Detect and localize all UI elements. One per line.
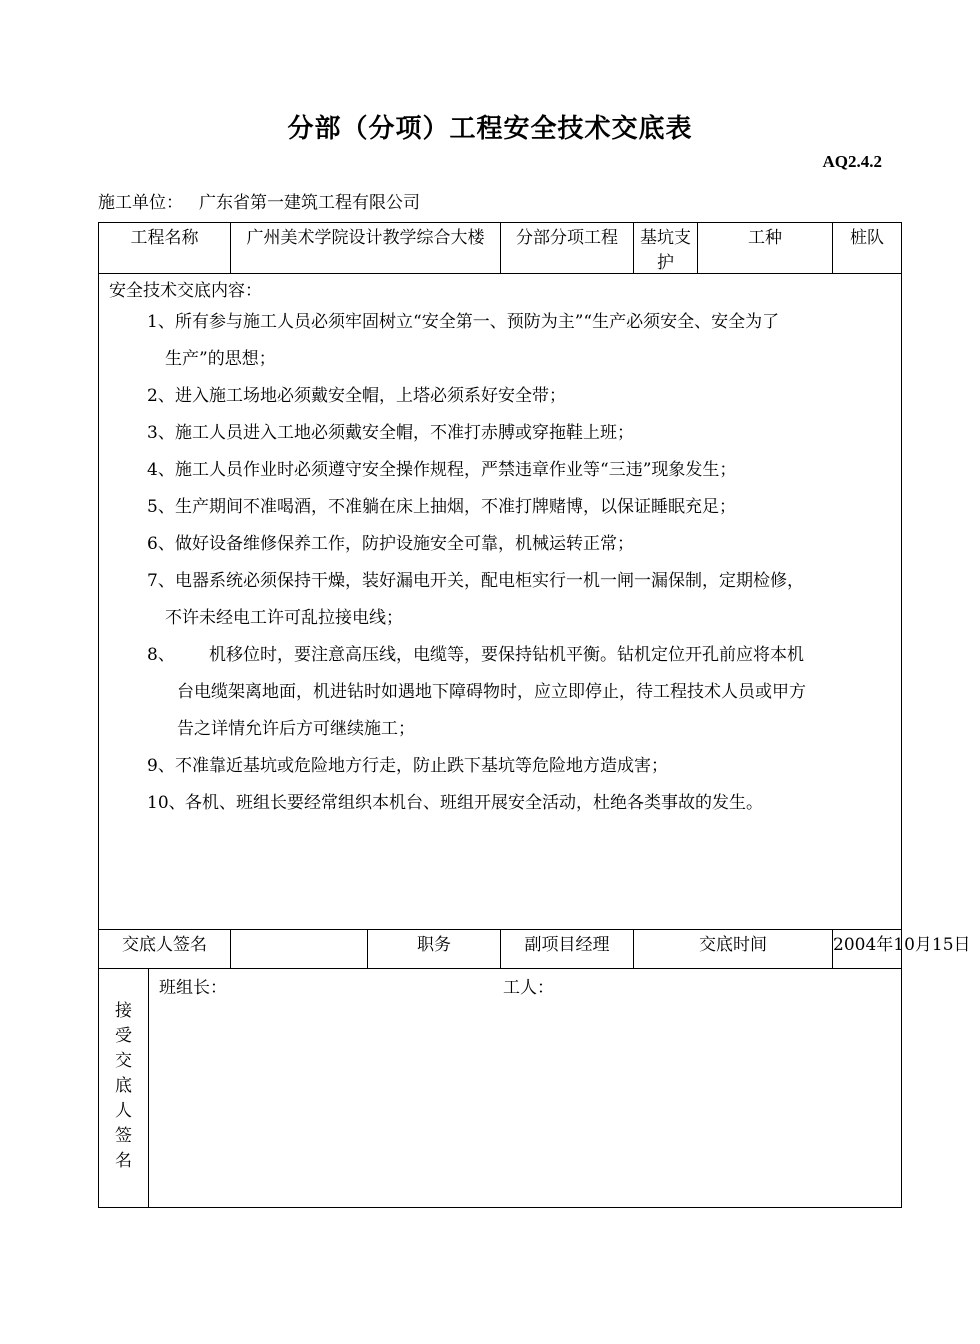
content-item: 8、 机移位时，要注意高压线，电缆等，要保持钻机平衡。钻机定位开孔前应将本机 <box>147 645 804 665</box>
content-item: 4、 施工人员作业时必须遵守安全操作规程，严禁违章作业等“三违”现象发生； <box>147 460 737 480</box>
content-item-continued: 告之详情允许后方可继续施工； <box>177 719 415 739</box>
form-title: 分部（分项）工程安全技术交底表 <box>287 114 693 144</box>
safety-disclosure-table <box>98 222 971 1208</box>
content-item: 1、 所有参与施工人员必须牢固树立“安全第一、预防为主”“生产必须安全、安全为了 <box>147 312 780 332</box>
content-row <box>99 274 902 930</box>
content-item-continued: 台电缆架离地面，机进钻时如遇地下障碍物时，应立即停止，待工程技术人员或甲方 <box>177 682 806 702</box>
content-items <box>99 304 901 822</box>
position-label: 职务 <box>368 930 501 969</box>
construction-unit <box>98 188 420 213</box>
content-label: 安全技术交底内容： <box>109 281 262 301</box>
project-name-label: 工程名称 <box>99 223 231 274</box>
worker-label: 工人： <box>503 978 554 998</box>
sub-project-value: 基坑支护 <box>634 223 698 274</box>
team-leader-label: 班组长： <box>159 978 227 998</box>
document-code: AQ2.4.2 <box>822 152 882 171</box>
trade-label: 工种 <box>698 223 833 274</box>
position-value: 副项目经理 <box>501 930 634 969</box>
content-item-continued: 生产”的思想； <box>165 349 276 369</box>
receiver-signature-area[interactable] <box>149 969 902 1208</box>
header-row <box>99 223 902 274</box>
construction-unit-label: 施工单位： <box>98 193 183 213</box>
content-item: 7、 电器系统必须保持干燥，装好漏电开关，配电柜实行一机一闸一漏保制，定期检修， <box>147 571 804 591</box>
time-label: 交底时间 <box>634 930 833 969</box>
signer-field[interactable] <box>231 930 368 969</box>
content-item: 3、 施工人员进入工地必须戴安全帽，不准打赤膊或穿拖鞋上班； <box>147 423 634 443</box>
project-name-value: 广州美术学院设计教学综合大楼 <box>231 223 501 274</box>
sub-project-label: 分部分项工程 <box>501 223 634 274</box>
time-value: 2004年10月15日 <box>833 930 902 969</box>
content-item: 9、 不准靠近基坑或危险地方行走，防止跌下基坑等危险地方造成害； <box>147 756 668 776</box>
receiver-label-cell <box>99 969 149 1208</box>
content-item: 5、 生产期间不准喝酒，不准躺在床上抽烟，不准打牌赌博，以保证睡眠充足； <box>147 497 736 517</box>
receiver-label: 接 受 交 底 人 签 名 <box>115 1001 132 1171</box>
content-item: 10、 各机、班组长要经常组织本机台、班组开展安全活动，杜绝各类事故的发生。 <box>147 793 763 813</box>
content-item-continued: 不许未经电工许可乱拉接电线； <box>165 608 403 628</box>
signer-label: 交底人签名 <box>99 930 231 969</box>
trade-value: 桩队 <box>833 223 902 274</box>
content-item: 2、 进入施工场地必须戴安全帽，上塔必须系好安全带； <box>147 386 566 406</box>
construction-unit-value: 广东省第一建筑工程有限公司 <box>199 193 420 213</box>
receiver-row <box>99 969 902 1208</box>
signature-row <box>99 930 902 969</box>
content-item: 6、 做好设备维修保养工作，防护设施安全可靠，机械运转正常； <box>147 534 634 554</box>
content-cell <box>99 274 902 930</box>
